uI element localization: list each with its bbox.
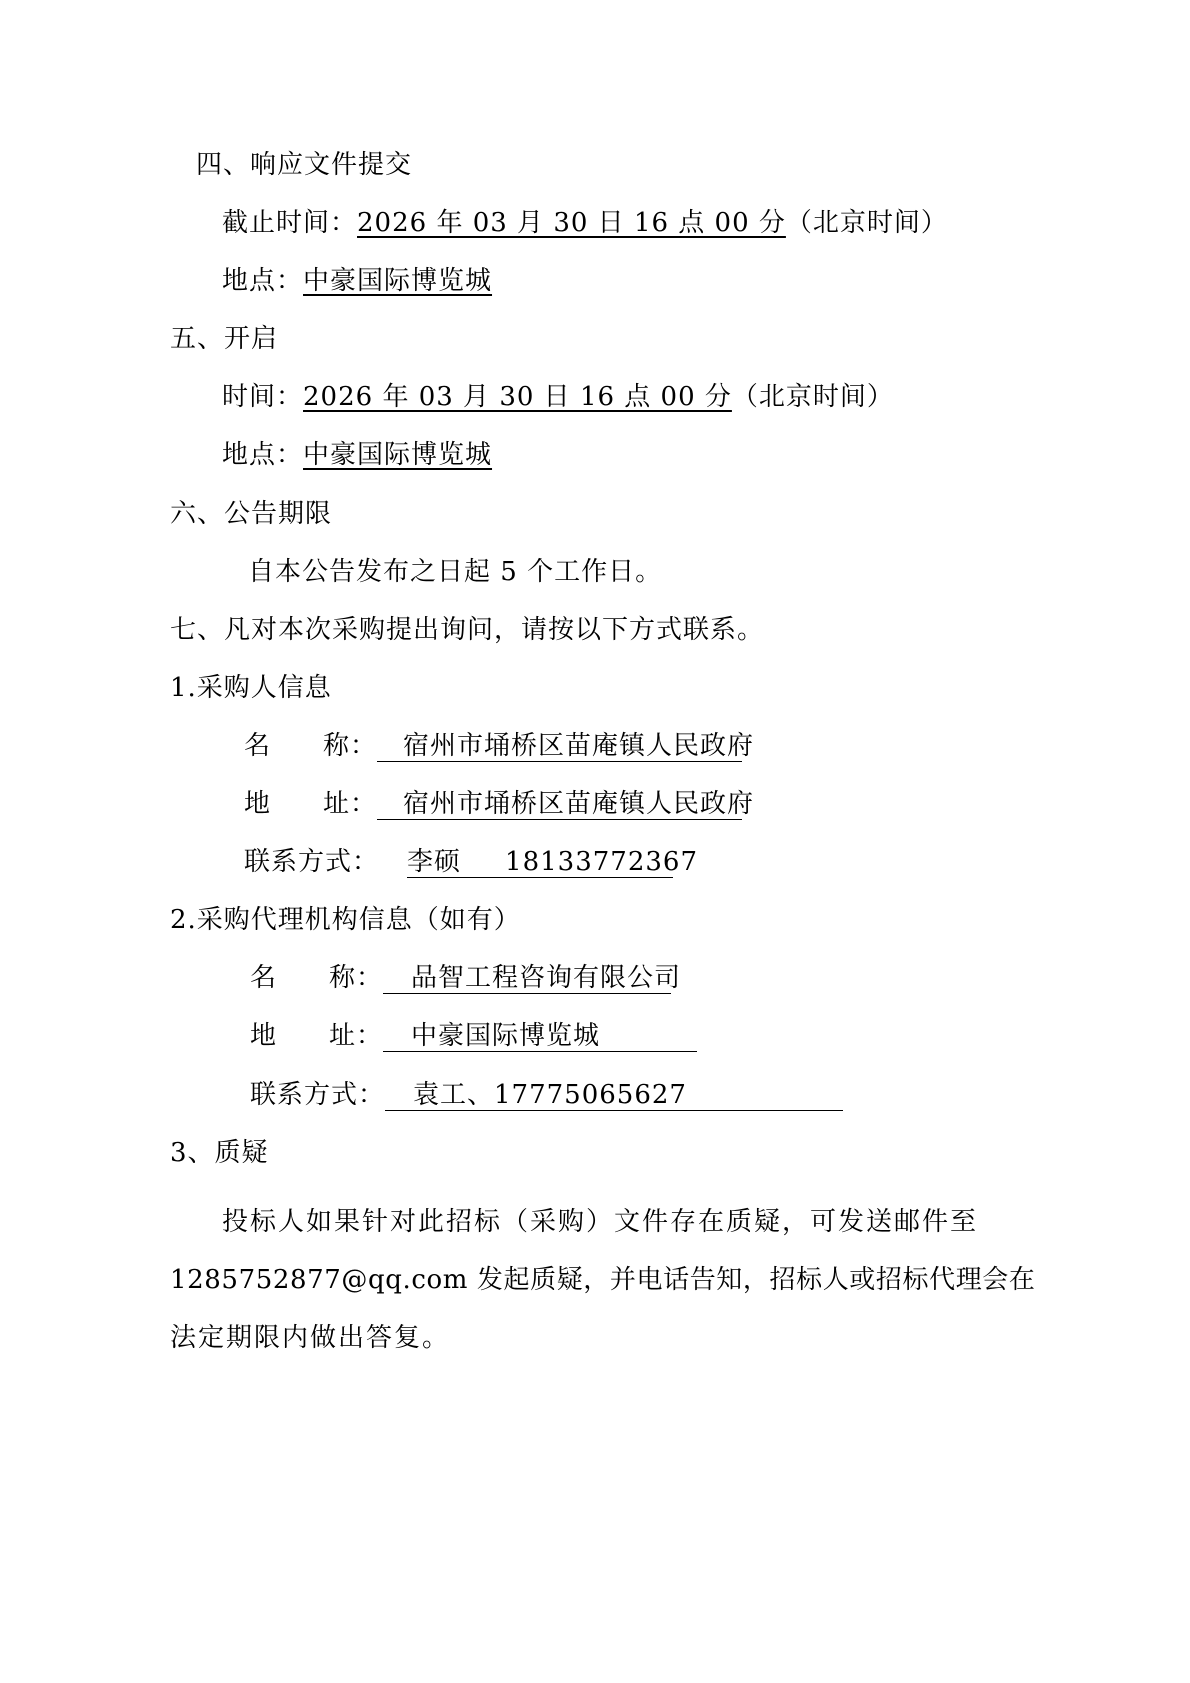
purchaser-address-line bbox=[244, 787, 755, 821]
opening-time-value: 2026 年 03 月 30 日 16 点 00 分 bbox=[303, 382, 732, 412]
purchaser-name-line bbox=[244, 729, 755, 763]
agency-contact-label: 联系方式： bbox=[250, 1080, 386, 1110]
purchaser-contact-field bbox=[407, 847, 698, 878]
opening-time-label: 时间： bbox=[222, 382, 304, 412]
purchaser-contact-line bbox=[244, 845, 698, 879]
agency-info-title: 2.采购代理机构信息（如有） bbox=[170, 905, 521, 935]
submission-deadline-line bbox=[222, 206, 948, 240]
announcement-period-text: 自本公告发布之日起 5 个工作日。 bbox=[248, 557, 663, 587]
submission-place-value: 中豪国际博览城 bbox=[303, 266, 493, 296]
section-4-heading: 四、响应文件提交 bbox=[196, 150, 413, 180]
agency-address-label-a: 地 bbox=[250, 1021, 278, 1051]
opening-timezone: （北京时间） bbox=[731, 382, 894, 412]
query-title: 3、质疑 bbox=[170, 1138, 269, 1168]
purchaser-name-value: 宿州市埇桥区苗庵镇人民政府 bbox=[377, 731, 742, 762]
purchaser-name-label-a: 名 bbox=[244, 731, 272, 761]
purchaser-address-value: 宿州市埇桥区苗庵镇人民政府 bbox=[377, 789, 742, 820]
query-text-line-2: 1285752877@qq.com 发起质疑，并电话告知，招标人或招标代理会在 bbox=[170, 1265, 1036, 1295]
agency-contact-line bbox=[250, 1078, 843, 1112]
purchaser-contact-phone: 18133772367 bbox=[505, 847, 698, 877]
agency-contact-value: 袁工、17775065627 bbox=[385, 1080, 843, 1111]
agency-name-label-a: 名 bbox=[250, 963, 278, 993]
agency-address-label-b: 址： bbox=[329, 1021, 384, 1051]
purchaser-info-title: 1.采购人信息 bbox=[170, 673, 332, 703]
opening-place-label: 地点： bbox=[222, 440, 304, 470]
purchaser-name-label-b: 称： bbox=[323, 731, 378, 761]
purchaser-contact-person: 李硕 bbox=[407, 847, 462, 877]
opening-time-line bbox=[222, 380, 894, 414]
section-6-heading: 六、公告期限 bbox=[170, 499, 333, 529]
agency-name-label-b: 称： bbox=[329, 963, 384, 993]
purchaser-contact-label: 联系方式： bbox=[244, 847, 380, 877]
purchaser-address-label-a: 地 bbox=[244, 789, 272, 819]
section-5-heading: 五、开启 bbox=[170, 324, 279, 354]
agency-address-value: 中豪国际博览城 bbox=[383, 1021, 697, 1052]
opening-place-line bbox=[222, 438, 492, 472]
deadline-timezone: （北京时间） bbox=[785, 208, 948, 238]
agency-name-value: 品智工程咨询有限公司 bbox=[383, 963, 671, 994]
query-text-line-1: 投标人如果针对此招标（采购）文件存在质疑，可发送邮件至 bbox=[222, 1207, 979, 1237]
opening-place-value: 中豪国际博览城 bbox=[303, 440, 493, 470]
agency-name-line bbox=[250, 961, 682, 995]
section-7-heading: 七、凡对本次采购提出询问，请按以下方式联系。 bbox=[170, 615, 765, 645]
deadline-value: 2026 年 03 月 30 日 16 点 00 分 bbox=[357, 208, 786, 238]
submission-place-line bbox=[222, 264, 492, 298]
query-text-line-3: 法定期限内做出答复。 bbox=[170, 1323, 451, 1353]
submission-place-label: 地点： bbox=[222, 266, 304, 296]
deadline-label: 截止时间： bbox=[222, 208, 358, 238]
purchaser-address-label-b: 址： bbox=[323, 789, 378, 819]
agency-address-line bbox=[250, 1019, 697, 1053]
